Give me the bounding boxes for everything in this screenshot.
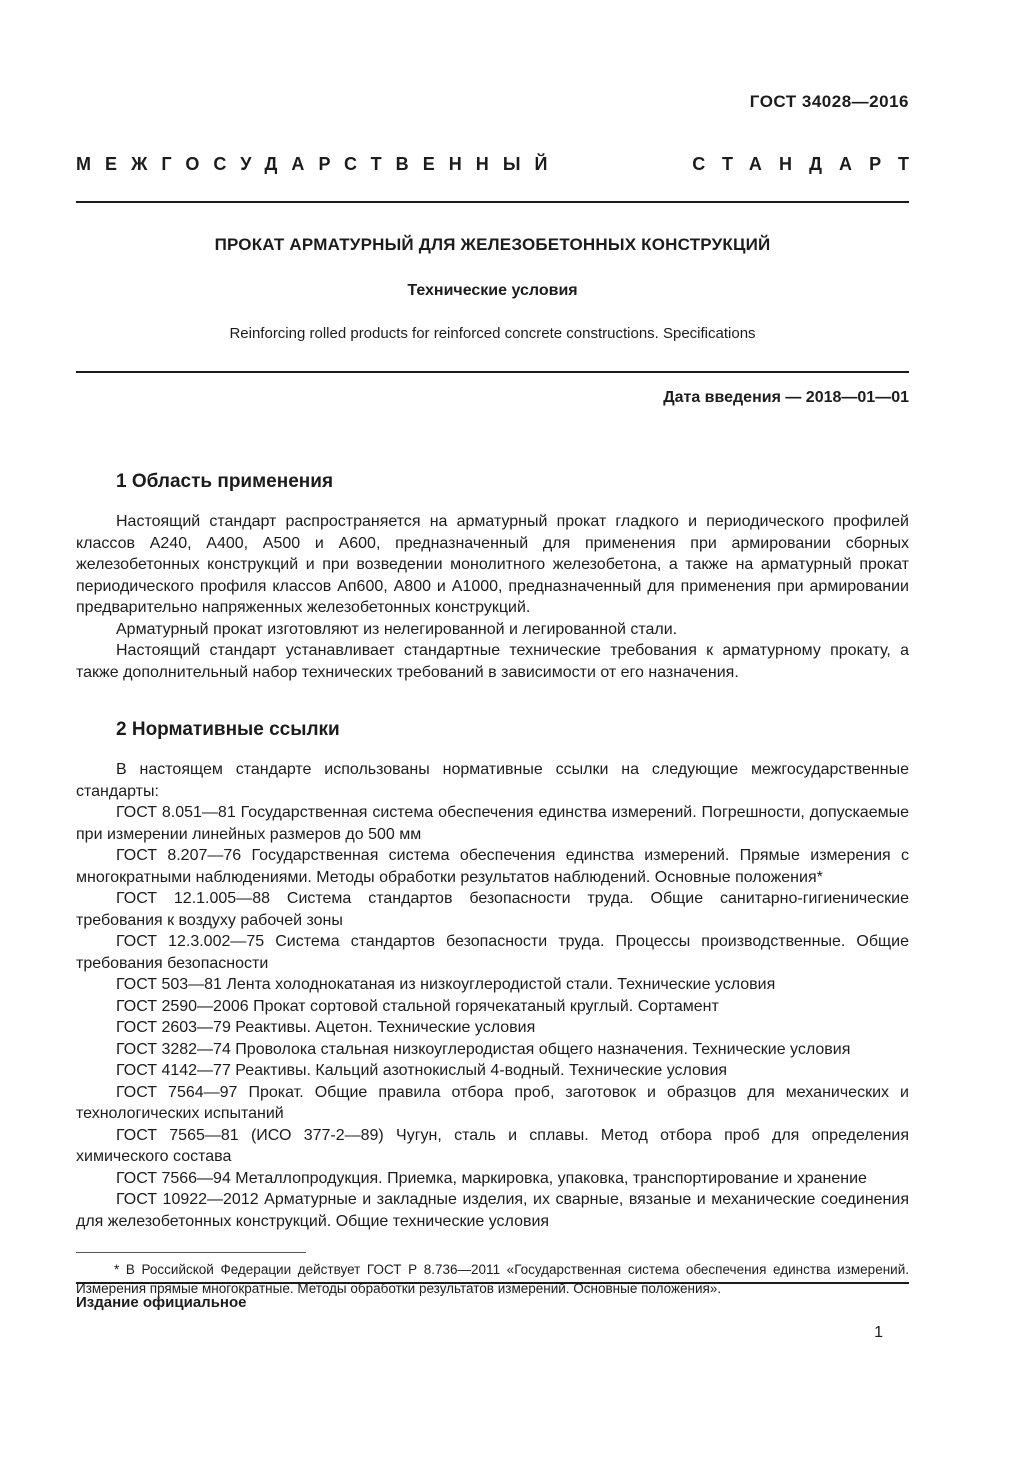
footer-rule [76, 1282, 909, 1284]
section-2-heading: 2 Нормативные ссылки [116, 719, 340, 740]
reference-item: ГОСТ 7564—97 Прокат. Общие правила отбора проб, заготовок и образцов для механических и технологических испытаний [76, 1083, 909, 1122]
page-footer [76, 1282, 909, 1341]
reference-item: ГОСТ 2603—79 Реактивы. Ацетон. Технические условия [116, 1019, 536, 1036]
reference-item: ГОСТ 7565—81 (ИСО 377-2—89) Чугун, сталь и сплавы. Метод отбора проб для определения химического состава [76, 1126, 909, 1165]
edition-note: Издание официальное [76, 1294, 247, 1311]
footnote-text: * В Российской Федерации действует ГОСТ Р 8.736—2011 «Государственная система обеспечения единства измерений. Измерения прямые многократные. Методы обработки результатов измерений. Основные положения». [76, 1262, 909, 1296]
reference-item: ГОСТ 10922—2012 Арматурные и закладные изделия, их сварные, вязаные и механические соединения для железобетонных конструкций. Общие технические условия [76, 1191, 909, 1230]
document-subtitle: Технические условия [407, 282, 578, 299]
reference-item: ГОСТ 8.207—76 Государственная система обеспечения единства измерений. Прямые измерения с многократными наблюдениями. Методы обработки результатов наблюдений. Основные положения* [76, 847, 909, 886]
document-title: ПРОКАТ АРМАТУРНЫЙ ДЛЯ ЖЕЛЕЗОБЕТОННЫХ КОНСТРУКЦИЙ [214, 235, 771, 254]
standard-kind-word-2: СТАНДАРТ [692, 154, 927, 174]
reference-item: ГОСТ 12.1.005—88 Система стандартов безопасности труда. Общие санитарно-гигиенические требования к воздуху рабочей зоны [76, 890, 909, 929]
section-1-paragraph: Настоящий стандарт распространяется на арматурный прокат гладкого и периодического профилей классов А240, А400, А500 и А600, предназначенный для применения при армировании сборных железобетонных конструкций и при возведении монолитного железобетона, а также на арматурный прокат периодического профиля классов Ап600, А800 и А1000, предназначенный для применения при армировании предварительно напряженных железобетонных конструкций. [76, 513, 909, 616]
reference-item: ГОСТ 2590—2006 Прокат сортовой стальной горячекатаный круглый. Сортамент [116, 997, 719, 1015]
reference-item: ГОСТ 3282—74 Проволока стальная низкоуглеродистая общего назначения. Технические условия [116, 1040, 851, 1058]
standard-kind-heading [76, 154, 927, 175]
effective-date: Дата введения — 2018—01—01 [663, 389, 909, 406]
reference-item: ГОСТ 7566—94 Металлопродукция. Приемка, маркировка, упаковка, транспортирование и хранение [116, 1169, 867, 1187]
standard-kind-word-1: МЕЖГОСУДАРСТВЕННЫЙ [76, 154, 562, 174]
section-2-intro: В настоящем стандарте использованы нормативные ссылки на следующие межгосударственные стандарты: [76, 761, 909, 800]
footnote-separator [76, 1252, 306, 1253]
section-1-heading: 1 Область применения [116, 471, 334, 492]
doc-number: ГОСТ 34028—2016 [749, 92, 909, 111]
document-title-english: Reinforcing rolled products for reinforced concrete constructions. Specifications [229, 325, 756, 342]
section-1-paragraph: Арматурный прокат изготовляют из нелегированной и легированной стали. [116, 620, 678, 638]
reference-item: ГОСТ 12.3.002—75 Система стандартов безопасности труда. Процессы производственные. Общие требования безопасности [76, 933, 909, 972]
reference-item: ГОСТ 8.051—81 Государственная система обеспечения единства измерений. Погрешности, допускаемые при измерении линейных размеров до 500 мм [76, 804, 909, 843]
page-number: 1 [874, 1324, 883, 1341]
reference-item: ГОСТ 4142—77 Реактивы. Кальций азотнокислый 4-водный. Технические условия [116, 1062, 728, 1079]
reference-item: ГОСТ 503—81 Лента холоднокатаная из низкоуглеродистой стали. Технические условия [116, 976, 776, 993]
top-rule [76, 201, 909, 203]
section-1-paragraph: Настоящий стандарт устанавливает стандартные технические требования к арматурному прокату, а также дополнительный набор технических требований в зависимости от его назначения. [76, 642, 909, 681]
title-bottom-rule [76, 371, 909, 373]
